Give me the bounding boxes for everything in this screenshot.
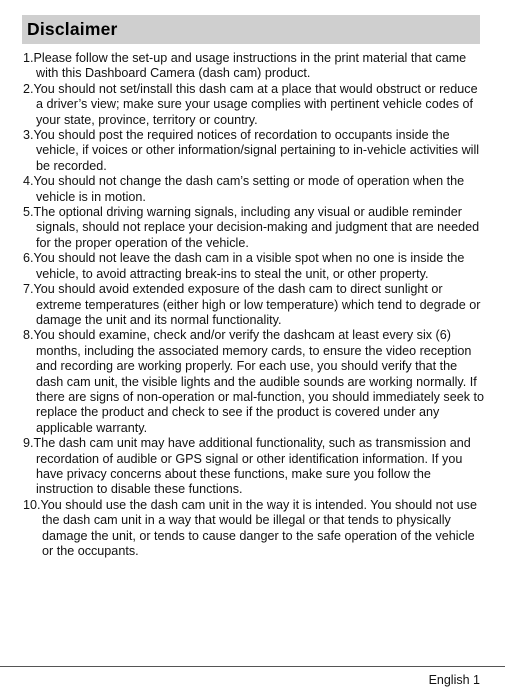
item-text: You should post the required notices of recordation to occupants inside the vehicle, if voices or other information/signal pertaining to in-vehicle activities will be recorded.	[33, 128, 480, 173]
page-number: English 1	[428, 673, 480, 687]
item-number: 10.	[23, 497, 41, 512]
item-text: You should not leave the dash cam in a visible spot when no one is inside the vehicle, to avoid attracting break-ins to steal the unit, or other property.	[33, 251, 465, 281]
list-item	[23, 174, 485, 205]
item-text: Please follow the set-up and usage instructions in the print material that came with this Dashboard Camera (dash cam) product.	[33, 51, 467, 81]
list-item	[23, 51, 485, 82]
footer-divider	[0, 666, 505, 667]
list-item	[23, 128, 485, 174]
item-number: 3.	[23, 128, 34, 143]
list-item	[23, 282, 485, 328]
item-number: 8.	[23, 328, 34, 343]
list-item	[23, 498, 485, 560]
heading-bar	[22, 15, 480, 44]
item-text: The optional driving warning signals, including any visual or audible reminder signals, should not replace your decision-making and judgment that are needed for the proper operation of the vehicle.	[33, 205, 480, 250]
item-number: 7.	[23, 282, 34, 297]
item-text: You should not set/install this dash cam at a place that would obstruct or reduce a driver’s view; make sure your usage complies with pertinent vehicle codes of your state, province, territory or country.	[33, 81, 478, 127]
list-item	[23, 82, 485, 128]
item-number: 5.	[23, 205, 34, 220]
list-item	[23, 251, 485, 282]
disclaimer-list	[23, 51, 485, 559]
list-item	[23, 436, 485, 498]
item-text: You should use the dash cam unit in the way it is intended. You should not use the dash cam unit in a way that would be illegal or that tends to physically damage the unit, or tends to cause danger to the safe operation of the vehicle or the occupants.	[40, 497, 477, 558]
item-text: You should avoid extended exposure of the dash cam to direct sunlight or extreme temperatures (either high or low temperature) which tend to degrade or damage the unit and its normal functionality.	[33, 282, 481, 327]
list-item	[23, 205, 485, 251]
item-text: The dash cam unit may have additional functionality, such as transmission and recordation of audible or GPS signal or other identification information. If you have privacy concerns about these functions, make sure you follow the instruction to disable these functions.	[33, 436, 471, 497]
item-text: You should examine, check and/or verify the dashcam at least every six (6) months, including the associated memory cards, to ensure the video reception and recording are working properly. For each use, you should verify that the dash cam unit, the visible lights and the audible sounds are working normally. If there are signs of non-operation or mal-function, you should immediately seek to replace the product and check to see if the product is covered under any applicable warranty.	[33, 328, 485, 435]
page-title: Disclaimer	[27, 19, 118, 39]
list-item	[23, 328, 485, 436]
item-number: 6.	[23, 251, 34, 266]
item-number: 4.	[23, 174, 34, 189]
item-text: You should not change the dash cam’s setting or mode of operation when the vehicle is in motion.	[33, 174, 465, 204]
item-number: 2.	[23, 81, 34, 96]
item-number: 1.	[23, 51, 34, 65]
item-number: 9.	[23, 436, 34, 451]
